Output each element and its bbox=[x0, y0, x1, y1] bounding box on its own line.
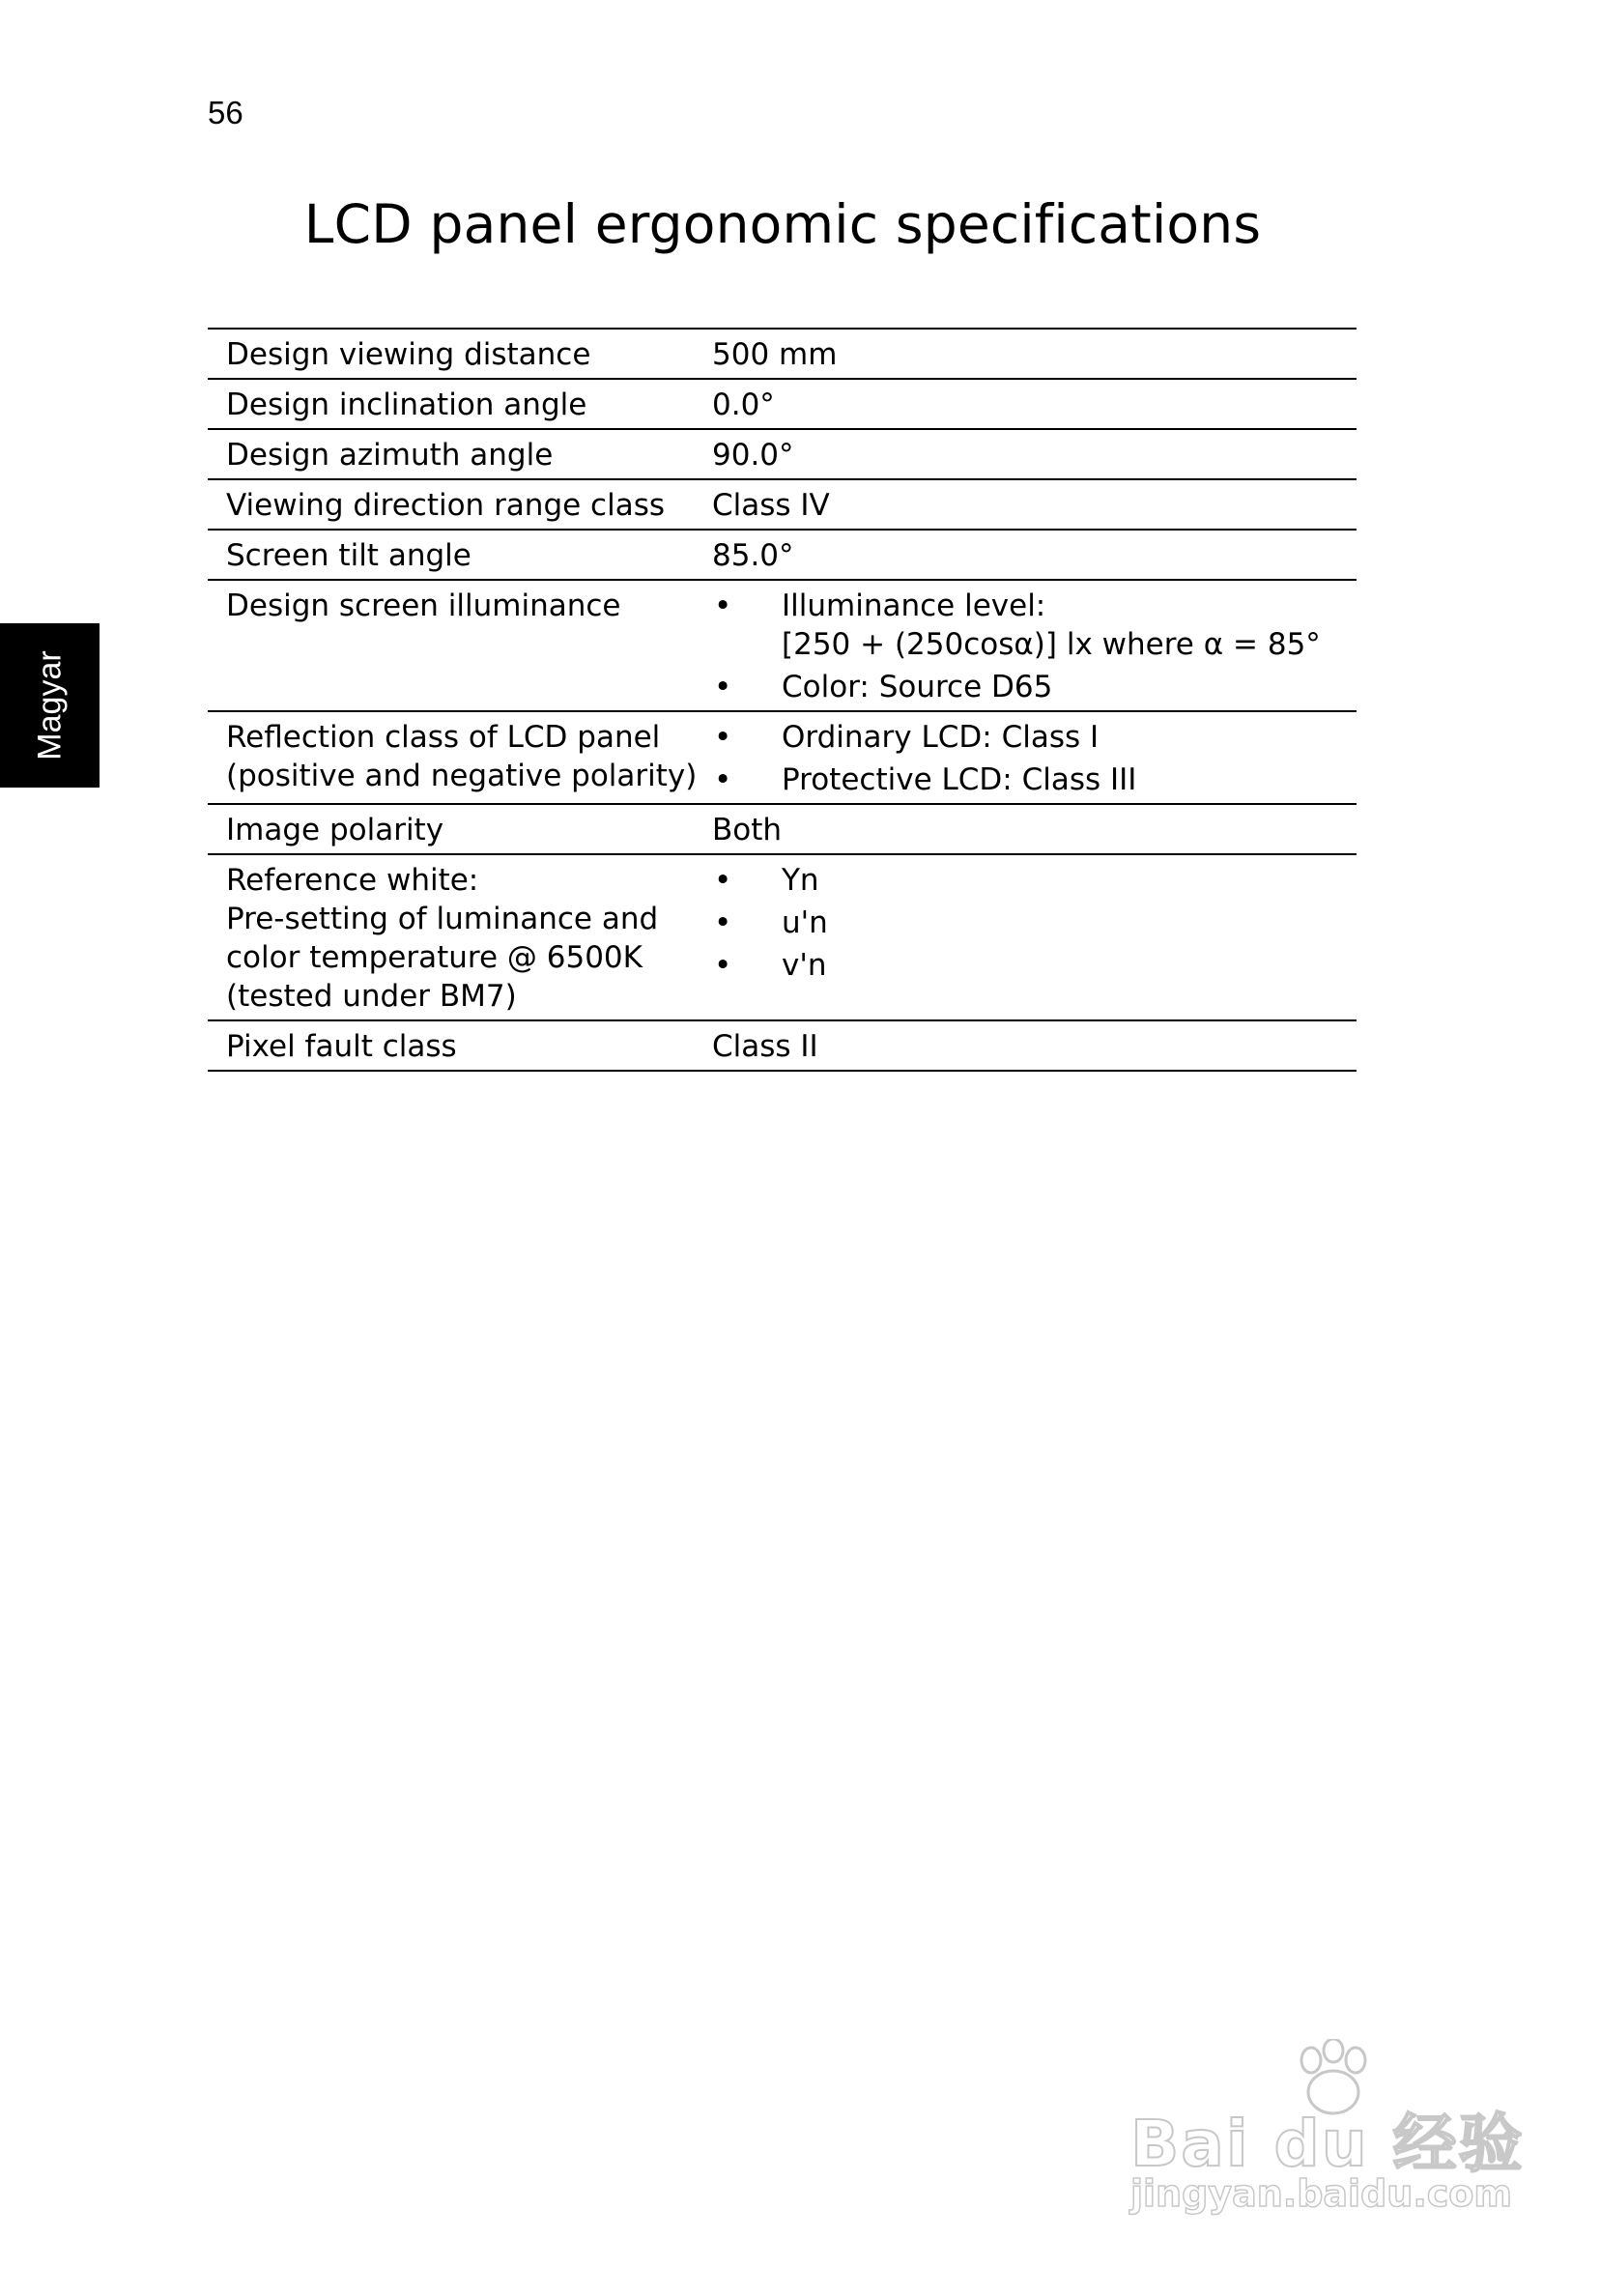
language-side-tab-label: Magyar bbox=[31, 650, 69, 761]
spec-value-cell bbox=[712, 530, 1357, 580]
spec-parameter-cell bbox=[208, 580, 712, 711]
spec-value-cell bbox=[712, 580, 1357, 711]
spec-value-list-item bbox=[712, 668, 1357, 706]
page-title: LCD panel ergonomic specifications bbox=[303, 193, 1262, 255]
spec-row bbox=[208, 854, 1357, 1020]
spec-value-cell bbox=[712, 429, 1357, 479]
spec-parameter-line: Design inclination angle bbox=[226, 387, 587, 422]
spec-parameter-line: Design viewing distance bbox=[226, 337, 591, 372]
spec-value: Class IV bbox=[712, 488, 830, 523]
spec-value-line: • Illuminance level: bbox=[782, 588, 1046, 623]
spec-value-list-item bbox=[712, 946, 1357, 985]
spec-row bbox=[208, 479, 1357, 530]
watermark-brand: Bai du 经验 bbox=[1130, 2107, 1525, 2181]
spec-parameter-line: (tested under BM7) bbox=[226, 979, 517, 1014]
spec-parameter-cell bbox=[208, 379, 712, 429]
spec-parameter-cell bbox=[208, 429, 712, 479]
spec-value-cell bbox=[712, 379, 1357, 429]
spec-value: Class II bbox=[712, 1029, 818, 1064]
page-number: 56 bbox=[208, 95, 243, 130]
spec-row bbox=[208, 329, 1357, 379]
spec-value-cell bbox=[712, 1020, 1357, 1071]
spec-value-list bbox=[712, 861, 1357, 985]
spec-value-list-item bbox=[712, 761, 1357, 799]
spec-parameter-cell bbox=[208, 711, 712, 804]
spec-value-list-item bbox=[712, 587, 1357, 664]
spec-parameter-cell bbox=[208, 479, 712, 530]
spec-value: Both bbox=[712, 813, 783, 847]
spec-value-line: • Ordinary LCD: Class I bbox=[782, 720, 1100, 755]
spec-row bbox=[208, 580, 1357, 711]
spec-parameter-cell bbox=[208, 530, 712, 580]
spec-value-list bbox=[712, 718, 1357, 799]
language-side-tab bbox=[0, 623, 100, 788]
spec-value-list-item bbox=[712, 904, 1357, 942]
spec-parameter-cell bbox=[208, 854, 712, 1020]
spec-value-list bbox=[712, 587, 1357, 706]
spec-value-list-item bbox=[712, 718, 1357, 757]
spec-value-line: • u'n bbox=[782, 905, 828, 940]
spec-parameter-line: (positive and negative polarity) bbox=[226, 759, 698, 793]
spec-value-line: [250 + (250cosα)] lx where α = 85° bbox=[782, 627, 1321, 662]
spec-value: 85.0° bbox=[712, 538, 794, 573]
spec-parameter-line: Pre-setting of luminance and bbox=[226, 902, 659, 936]
spec-parameter-line: Screen tilt angle bbox=[226, 538, 471, 573]
watermark bbox=[1121, 2039, 1527, 2232]
spec-value-cell bbox=[712, 711, 1357, 804]
spec-row bbox=[208, 711, 1357, 804]
watermark-url: jingyan.baidu.com bbox=[1130, 2172, 1512, 2215]
spec-row bbox=[208, 379, 1357, 429]
spec-value-cell bbox=[712, 479, 1357, 530]
spec-row bbox=[208, 1020, 1357, 1071]
spec-parameter-cell bbox=[208, 329, 712, 379]
spec-value-line: • v'n bbox=[782, 948, 827, 983]
spec-parameter-line: color temperature @ 6500K bbox=[226, 940, 643, 975]
spec-value-list-item bbox=[712, 861, 1357, 900]
spec-row bbox=[208, 429, 1357, 479]
spec-table bbox=[208, 328, 1357, 1072]
spec-parameter-line: Image polarity bbox=[226, 813, 444, 847]
spec-parameter-cell bbox=[208, 1020, 712, 1071]
spec-value-line: • Yn bbox=[782, 863, 819, 898]
spec-row bbox=[208, 530, 1357, 580]
spec-parameter-line: Reference white: bbox=[226, 863, 479, 898]
spec-parameter-cell bbox=[208, 804, 712, 854]
spec-parameter-line: Reflection class of LCD panel bbox=[226, 720, 661, 755]
spec-value: 90.0° bbox=[712, 438, 794, 473]
spec-parameter-line: Pixel fault class bbox=[226, 1029, 457, 1064]
spec-parameter-line: Design azimuth angle bbox=[226, 438, 554, 473]
spec-value-line: • Protective LCD: Class III bbox=[782, 762, 1137, 797]
spec-row bbox=[208, 804, 1357, 854]
spec-value: 500 mm bbox=[712, 337, 838, 372]
spec-parameter-line: Design screen illuminance bbox=[226, 588, 621, 623]
spec-value: 0.0° bbox=[712, 387, 775, 422]
spec-value-cell bbox=[712, 804, 1357, 854]
spec-value-line: • Color: Source D65 bbox=[782, 670, 1053, 704]
spec-value-cell bbox=[712, 854, 1357, 1020]
spec-value-cell bbox=[712, 329, 1357, 379]
spec-parameter-line: Viewing direction range class bbox=[226, 488, 666, 523]
